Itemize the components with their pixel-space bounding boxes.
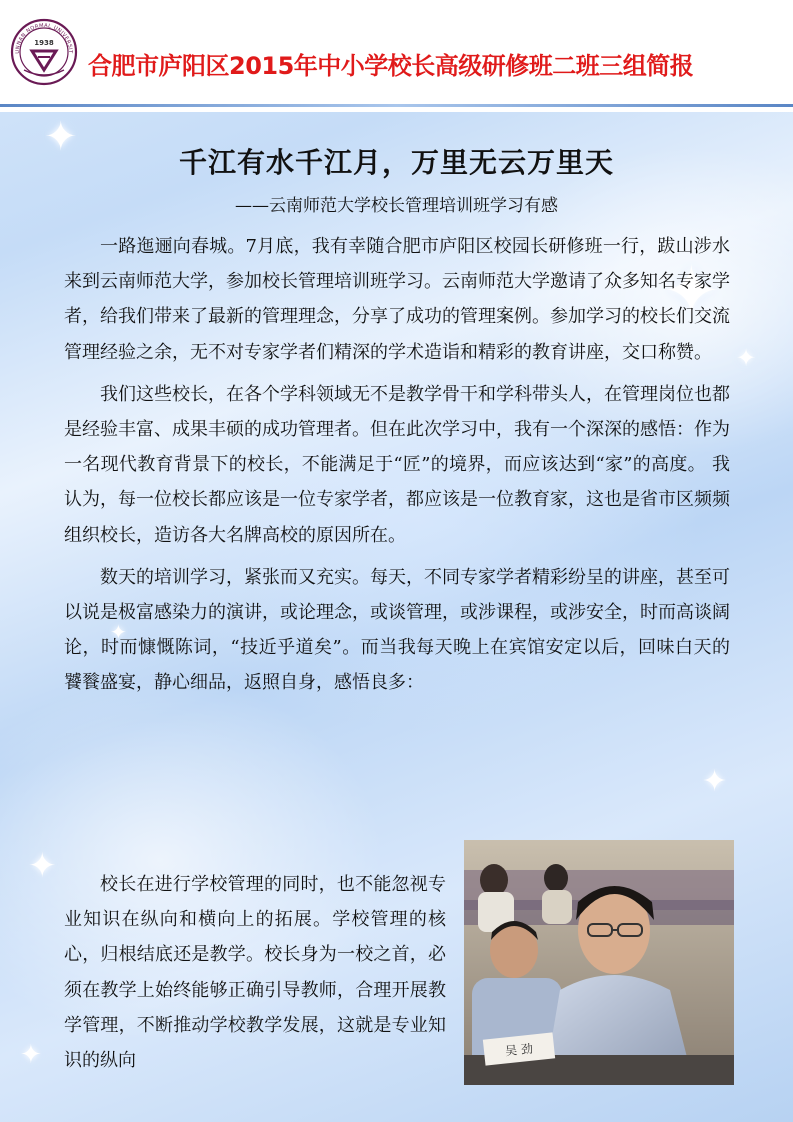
paragraph-2: 我们这些校长，在各个学科领域无不是教学骨干和学科带头人，在管理岗位也都是经验丰富、成果丰硕的成功管理者。但在此次学习中，我有一个深深的感悟：作为一名现代教育背景下的校长，不能满足于“匠”的境界，而应该达到“家”的高度。 我认为，每一位校长都应该是一位专家学者，都应该是一位教育家，这也是省市区频频组织校长，造访各大名牌高校的原因所在。 (64, 383, 730, 546)
paragraph-1: 一路迤逦向春城。7月底，我有幸随合肥市庐阳区校园长研修班一行，跋山涉水来到云南师范大学，参加校长管理培训班学习。云南师范大学邀请了众多知名专家学者，给我们带来了最新的管理理念，分享了成功的管理案例。参加学习的校长们交流管理经验之余，无不对专家学者们精深的学术造诣和精彩的教育讲座，交口称赞。 (64, 236, 730, 363)
sparkle-decoration: ✦ (662, 250, 721, 332)
report-title: 合肥市庐阳区2015年中小学校长高级研修班二班三组简报 (88, 52, 694, 80)
sparkle-decoration: ✦ (28, 846, 57, 886)
seal-arc-text: UNNAN NORMAL UNIVERSIT (14, 22, 74, 54)
article-body (64, 229, 730, 701)
paragraph-4: 校长在进行学校管理的同时，也不能忽视专业知识在纵向和横向上的拓展。学校管理的核心，归根结底还是教学。校长身为一校之首，必须在教学上始终能够正确引导教师，合理开展教学管理，不断推动学校教学发展，这就是专业知识的纵向 (64, 874, 446, 1072)
sparkle-decoration: ✦ (736, 344, 757, 372)
article-body-wrapped (64, 867, 446, 1078)
paragraph-3: 数天的培训学习，紧张而又充实。每天，不同专家学者精彩纷呈的讲座，甚至可以说是极富感染力的演讲，或论理念，或谈管理，或涉课程，或涉安全，时而高谈阔论，时而慷慨陈词，“技近乎道矣”。而当我每天晚上在宾馆安定以后，回味白天的饕餮盛宴，静心细品，返照自身，感悟良多： (64, 566, 730, 694)
nameplate-text: 吴 劲 (504, 1041, 534, 1059)
seal-year: 1938 (34, 39, 54, 47)
article-title: 千江有水千江月，万里无云万里天 (178, 146, 614, 179)
sparkle-decoration: ✦ (20, 1040, 42, 1070)
meeting-photo-illustration (464, 840, 734, 1085)
header-divider (0, 104, 793, 107)
sparkle-decoration: ✦ (702, 764, 728, 799)
meeting-photo (464, 840, 734, 1085)
article-subtitle: ——云南师范大学校长管理培训班学习有感 (235, 196, 558, 216)
university-seal-icon (10, 18, 78, 86)
sparkle-decoration: ✦ (44, 114, 78, 160)
sparkle-decoration: ✦ (110, 620, 127, 644)
report-header (0, 0, 793, 112)
